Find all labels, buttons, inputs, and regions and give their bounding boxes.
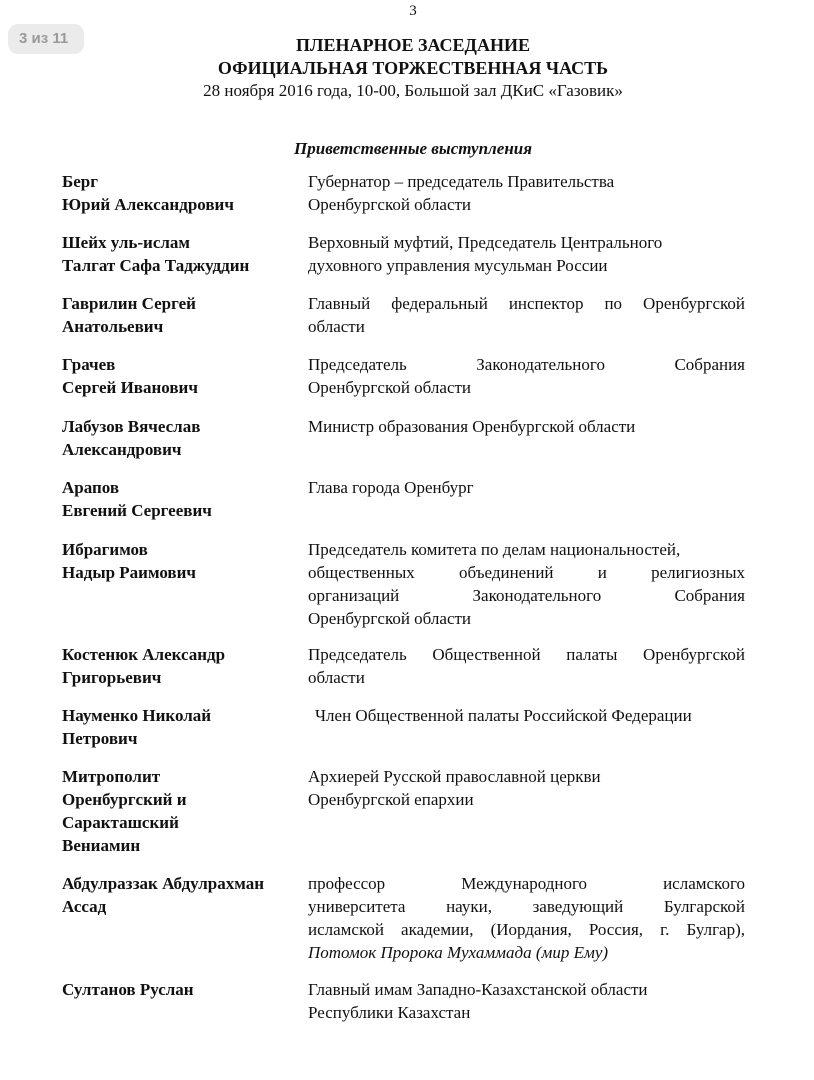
speaker-role: Главный имам Западно-Казахстанской области Республики Казахстан [308, 980, 648, 1022]
page-indicator-badge: 3 из 11 [8, 24, 84, 54]
speaker-role: Председатель Общественной палаты Оренбургской области [308, 645, 745, 687]
page-number: 3 [409, 3, 417, 19]
speaker-name: Ибрагимов Надыр Раимович [62, 540, 196, 582]
session-details: 28 ноября 2016 года, 10-00, Большой зал ДКиС «Газовик» [203, 81, 623, 100]
speaker-name: Арапов Евгений Сергеевич [62, 478, 212, 520]
speaker-role: Губернатор – председатель Правительства Оренбургской области [308, 172, 615, 214]
session-title: ПЛЕНАРНОЕ ЗАСЕДАНИЕ [296, 35, 530, 55]
session-subtitle: ОФИЦИАЛЬНАЯ ТОРЖЕСТВЕННАЯ ЧАСТЬ [217, 58, 609, 78]
speaker-entry [62, 231, 745, 292]
speaker-entry [62, 292, 745, 353]
speaker-name: Науменко Николай Петрович [62, 706, 212, 748]
speaker-entry [62, 476, 745, 538]
speaker-role-italic-note: Потомок Пророка Мухаммада (мир Ему) [308, 943, 609, 962]
speaker-entry [62, 170, 745, 231]
speaker-entry [62, 415, 745, 476]
speaker-name: Берг Юрий Александрович [62, 172, 234, 214]
speaker-role: Председатель комитета по делам национальностей, общественных объединений и религиозных организаций Законодательного Собрания Оренбургской области [308, 540, 745, 628]
speaker-name: Грачев Сергей Иванович [62, 355, 198, 397]
speaker-name: Султанов Руслан [62, 980, 194, 999]
speaker-entry [62, 353, 745, 415]
speaker-name: Абдулраззак Абдулрахман Ассад [62, 874, 264, 916]
speaker-name: Костенюк Александр Григорьевич [62, 645, 226, 687]
speaker-entry [62, 872, 745, 978]
speaker-role: Председатель Законодательного Собрания Оренбургской области [308, 355, 745, 397]
speaker-entry [62, 978, 745, 1039]
speaker-name: Лабузов Вячеслав Александрович [62, 417, 201, 459]
speaker-name: Шейх уль-ислам Талгат Сафа Таджуддин [62, 233, 250, 275]
speaker-role: профессор Международного исламского университета науки, заведующий Булгарской исламской академии, (Иордания, Россия, г. Булгар), Потомок Пророка Мухаммада (мир Ему) [308, 874, 745, 962]
speaker-role: Глава города Оренбург [308, 478, 474, 497]
section-title: Приветственные выступления [294, 139, 532, 158]
speaker-name: Митрополит Оренбургский и Саракташский Вениамин [62, 767, 187, 855]
speaker-role: Министр образования Оренбургской области [308, 417, 636, 436]
speaker-role: Член Общественной палаты Российской Федерации [315, 706, 692, 725]
speakers-list [62, 170, 745, 1039]
speaker-role: Архиерей Русской православной церкви Оренбургской епархии [308, 767, 601, 809]
speaker-name: Гаврилин Сергей Анатольевич [62, 294, 196, 336]
speaker-entry [62, 643, 745, 704]
speaker-entry [62, 704, 745, 765]
speaker-entry [62, 765, 745, 872]
document-header [0, 33, 814, 102]
speaker-role: Верховный муфтий, Председатель Центрального духовного управления мусульман России [308, 233, 663, 275]
speaker-role: Главный федеральный инспектор по Оренбургской области [308, 294, 745, 336]
speaker-entry [62, 538, 745, 643]
